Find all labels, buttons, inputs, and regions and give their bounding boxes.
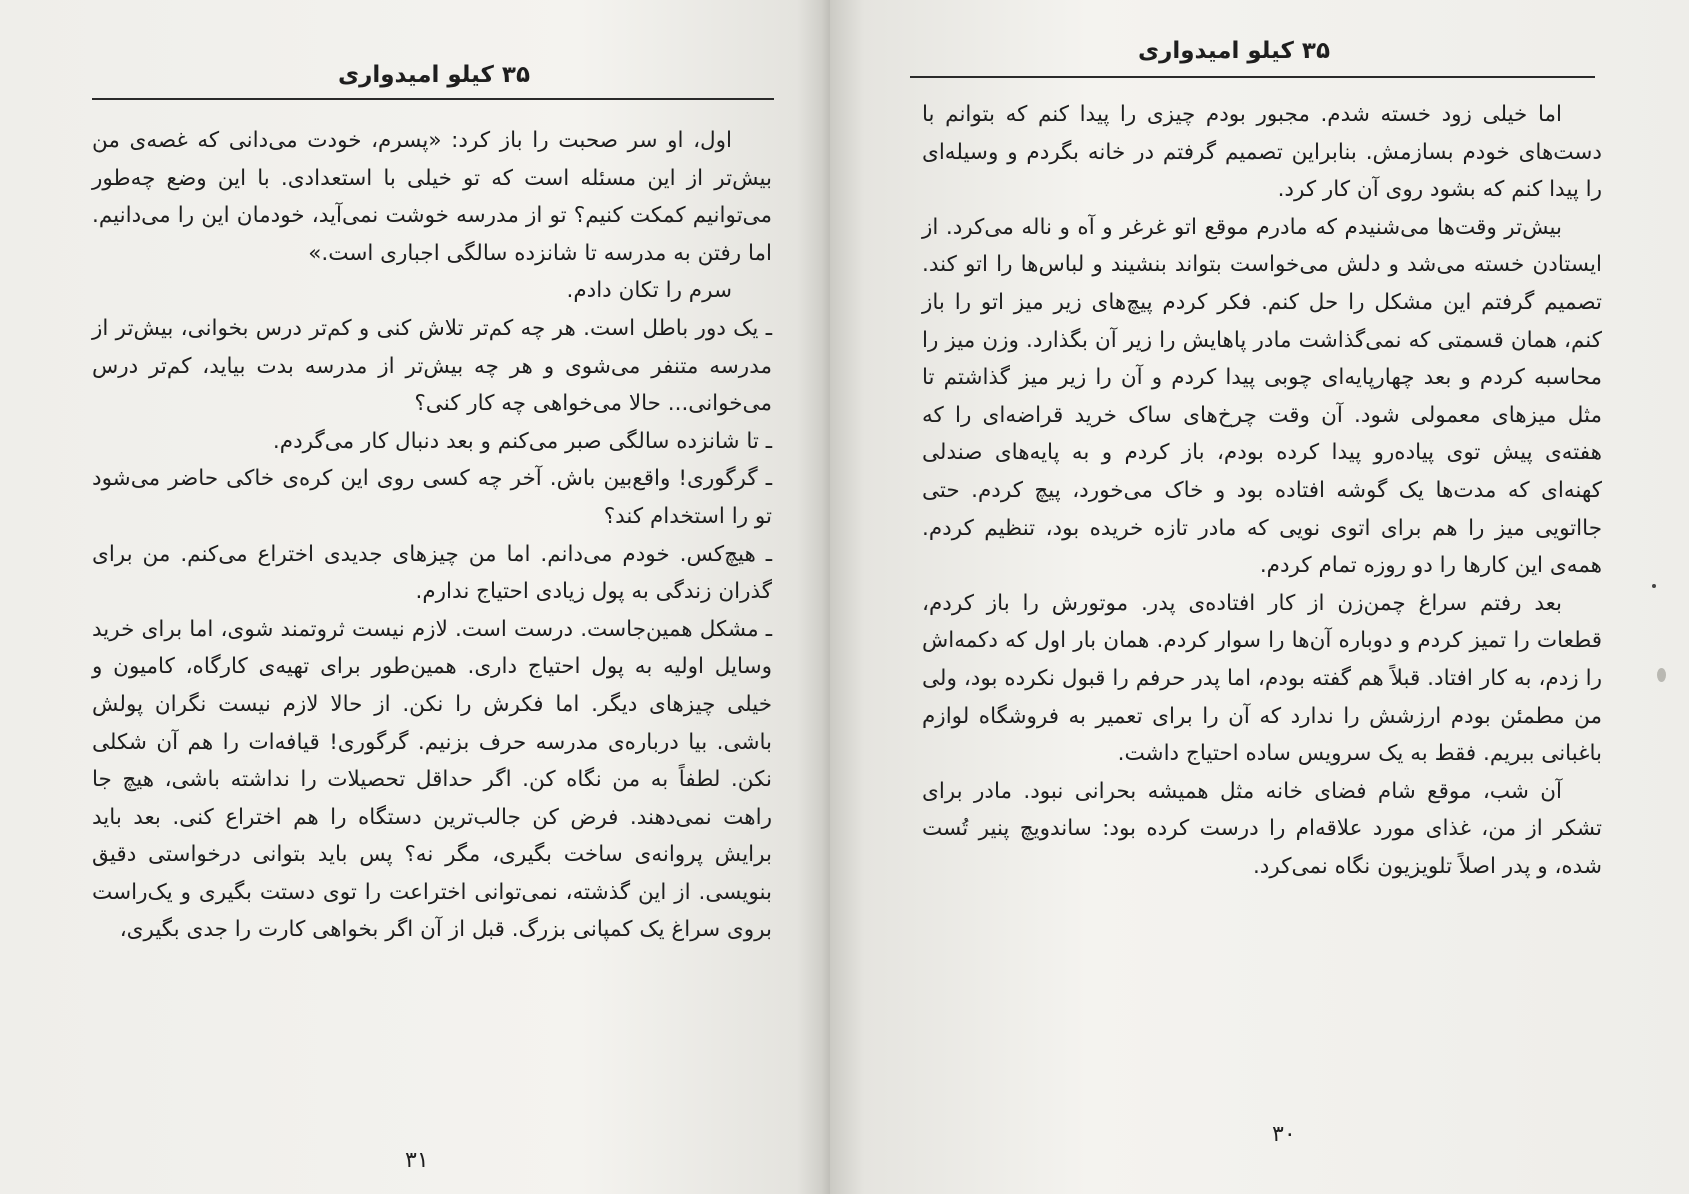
right-page	[830, 0, 1689, 1194]
paragraph: اما خیلی زود خسته شدم. مجبور بودم چیزی را پیدا کنم که بتوانم با دست‌های خودم بسازمش. بنابراین تصمیم گرفتم در خانه بگردم و وسیله‌ای را پیدا کنم که بشود روی آن کار کرد.	[922, 102, 1602, 203]
paragraph: ـ یک دور باطل است. هر چه کم‌تر تلاش کنی و کم‌تر درس بخوانی، بیش‌تر از مدرسه متنفر می‌شوی و هر چه بیش‌تر از مدرسه بدت بیاید، کم‌تر درس می‌خوانی... حالا می‌خواهی چه کار کنی؟	[92, 315, 772, 417]
header-rule	[92, 98, 774, 100]
page-number: ۳۰	[1272, 1122, 1296, 1147]
page-number: ۳۱	[405, 1148, 429, 1173]
paper-mark	[1652, 584, 1656, 588]
running-header: ۳۵ کیلو امیدواری	[1138, 38, 1330, 64]
paragraph: ـ هیچ‌کس. خودم می‌دانم. اما من چیزهای جدیدی اختراع می‌کنم. من برای گذران زندگی به پول زیادی احتیاج ندارم.	[92, 541, 772, 605]
paper-mark	[1657, 668, 1666, 682]
paragraph: بعد رفتم سراغ چمن‌زن از کار افتاده‌ی پدر. موتورش را باز کردم، قطعات را تمیز کردم و دوباره آن‌ها را سوار کردم. همان بار اول که دکمه‌اش را زدم، به کار افتاد. قبلاً هم گفته بودم، اما پدر حرفم را قبول نکرده بود، ولی من مطمئن بودم ارزشش را ندارد که آن را برای تعمیر به فروشگاه لوازم باغبانی ببریم. فقط به یک سرویس ساده احتیاج داشت.	[922, 590, 1602, 767]
paragraph: بیش‌تر وقت‌ها می‌شنیدم که مادرم موقع اتو غرغر و آه و ناله می‌کرد. از ایستادن خسته می‌شد و دلش می‌خواست بتواند بنشیند و لباس‌ها را اتو کند. تصمیم گرفتم این مشکل را حل کنم. فکر کردم پیچ‌های زیر میز اتو را باز کنم، همان قسمتی که نمی‌گذاشت مادر پاهایش را زیر آن بگذارد. وزن میز را محاسبه کردم و بعد چهارپایه‌ای چوبی پیدا کردم و آن را زیر میز گذاشتم تا مثل میزهای معمولی شود. آن وقت چرخ‌های ساک خرید قراضه‌ای را که هفته‌ی پیش توی پیاده‌رو پیدا کرده بودم، باز کردم و به پایه‌های صندلی کهنه‌ای که مدت‌ها یک گوشه افتاده بود و خاک می‌خورد، پیچ کردم. حتی جااتویی میز را هم برای اتوی نویی که مادر تازه خریده بود، تنظیم کردم. همه‌ی این کارها را دو روزه تمام کردم.	[922, 214, 1602, 579]
header-rule	[910, 76, 1595, 78]
left-page	[0, 0, 830, 1194]
paragraph: سرم را تکان دادم.	[566, 278, 732, 304]
paragraph: ـ تا شانزده سالگی صبر می‌کنم و بعد دنبال کار می‌گردم.	[272, 428, 772, 454]
page-body	[922, 96, 1602, 885]
paragraph: ـ مشکل همین‌جاست. درست است. لازم نیست ثروتمند شوی، اما برای خرید وسایل اولیه به پول احتیاج داری. همین‌طور برای تهیه‌ی کارگاه، کامیون و خیلی چیزهای دیگر. اما فکرش را نکن. از حالا لازم نیست نگران پولش باشی. بیا درباره‌ی مدرسه حرف بزنیم. گرگوری! قیافه‌ات را هم آن شکلی نکن. لطفاً به من نگاه کن. اگر حداقل تحصیلات را نداشته باشی، هیچ جا راهت نمی‌دهند. فرض کن جالب‌ترین دستگاه را هم اختراع کنی. بعد باید برایش پروانه‌ی ساخت بگیری، مگر نه؟ پس باید بتوانی درخواستی دقیق بنویسی. از این گذشته، نمی‌توانی اختراعت را توی دستت بگیری و یک‌راست بروی سراغ یک کمپانی بزرگ. قبل از آن اگر بخواهی کارت را جدی بگیری،	[92, 616, 772, 943]
paragraph: اول، او سر صحبت را باز کرد: «پسرم، خودت می‌دانی که غصه‌ی من بیش‌تر از این مسئله است که تو خیلی با استعدادی. با این وضع چه‌طور می‌توانیم کمکت کنیم؟ تو از مدرسه خوشت نمی‌آید، خودمان این را می‌دانیم. اما رفتن به مدرسه تا شانزده سالگی اجباری است.»	[92, 128, 772, 266]
page-body	[92, 122, 772, 949]
paragraph: ـ گرگوری! واقع‌بین باش. آخر چه کسی روی این کره‌ی خاکی حاضر می‌شود تو را استخدام کند؟	[92, 466, 772, 529]
paragraph: آن شب، موقع شام فضای خانه مثل همیشه بحرانی نبود. مادر برای تشکر از من، غذای مورد علاقه‌ام را درست کرده بود: ساندویچ پنیر تُست شده، و پدر اصلاً تلویزیون نگاه نمی‌کرد.	[922, 778, 1602, 879]
running-header: ۳۵ کیلو امیدواری	[338, 62, 530, 88]
